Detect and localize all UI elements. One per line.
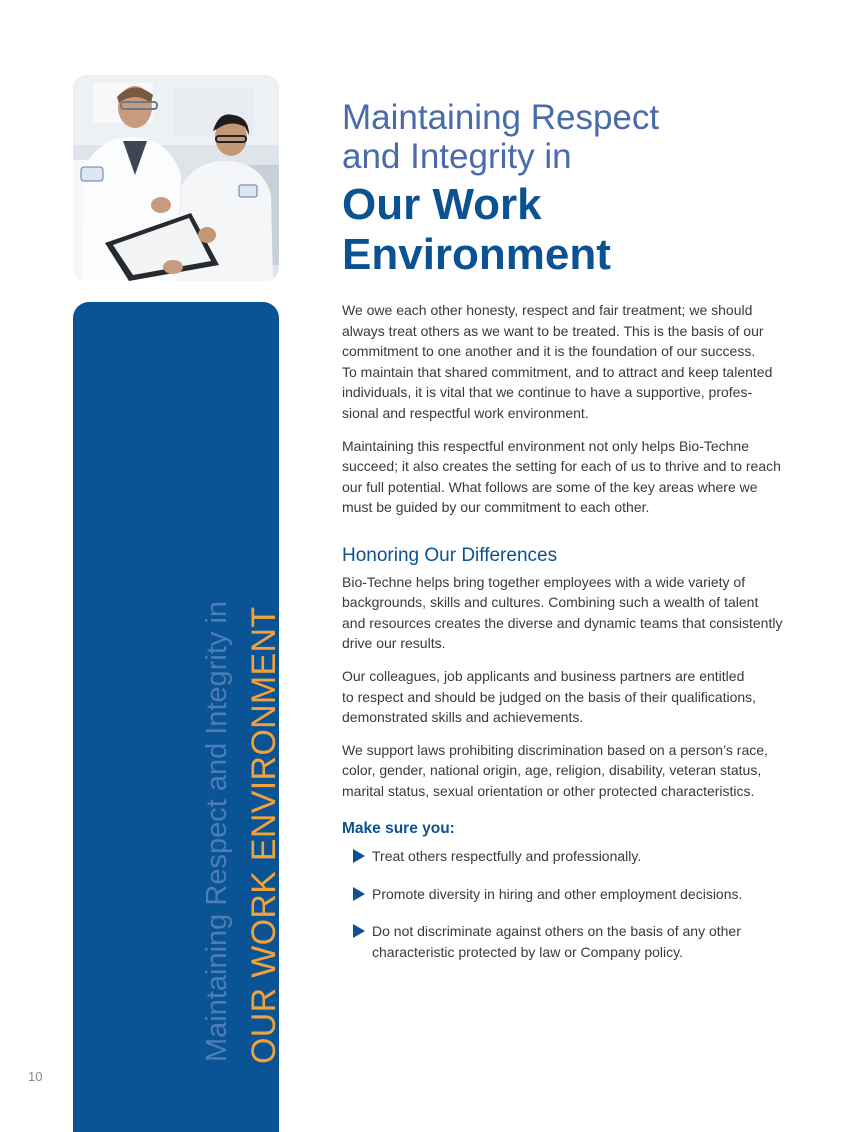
page-number: 10 — [28, 1069, 43, 1084]
triangle-bullet-icon — [353, 887, 365, 901]
list-item: Promote diversity in hiring and other employment decisions. — [342, 884, 792, 905]
section-paragraph-2: Our colleagues, job applicants and business partners are entitled to respect and should be judged on the basis of their qualifications, demonstrated skills and achievements. — [342, 667, 757, 726]
section-paragraph-1: Bio-Techne helps bring together employees with a wide variety of backgrounds, skills and cultures. Combining such a wealth of talent and resources creates the diverse and dynamic teams that consistently drive our results. — [342, 573, 783, 652]
section-paragraph-3: We support laws prohibiting discrimination based on a person’s race, color, gender, national origin, age, religion, disability, veteran status, marital status, sexual orientation or other protected characteristics. — [342, 741, 768, 799]
main-content — [342, 300, 792, 979]
section-heading: Honoring Our Differences — [342, 544, 558, 566]
sidebar-title-light: Maintaining Respect and Integrity in — [201, 600, 233, 1062]
intro-paragraph-1: We owe each other honesty, respect and fair treatment; we should always treat others as we want to be treated. This is the basis of our commitment to one another and it is the foundation of our success. To maintain that shared commitment, and to attract and keep talented individuals, it is vital that we continue to have a supportive, profes- sional and respectful work environment. — [342, 302, 773, 421]
sidebar-title-bold: OUR WORK ENVIRONMENT — [245, 606, 283, 1064]
page-title-light: Maintaining Respect and Integrity in — [342, 98, 660, 176]
page-title-bold: Our Work Environment — [342, 180, 611, 279]
triangle-bullet-icon — [353, 924, 365, 938]
triangle-bullet-icon — [353, 849, 365, 863]
list-item: Do not discriminate against others on the basis of any other characteristic protected by law or Company policy. — [342, 921, 792, 962]
intro-paragraph-2: Maintaining this respectful environment not only helps Bio-Techne succeed; it also creates the setting for each of us to thrive and to reach our full potential. What follows are some of the key areas where we must be guided by our commitment to each other. — [342, 437, 781, 516]
header-photo — [73, 75, 279, 281]
checklist — [342, 846, 792, 962]
checklist-heading: Make sure you: — [342, 820, 455, 838]
list-item: Treat others respectfully and professionally. — [342, 846, 792, 867]
